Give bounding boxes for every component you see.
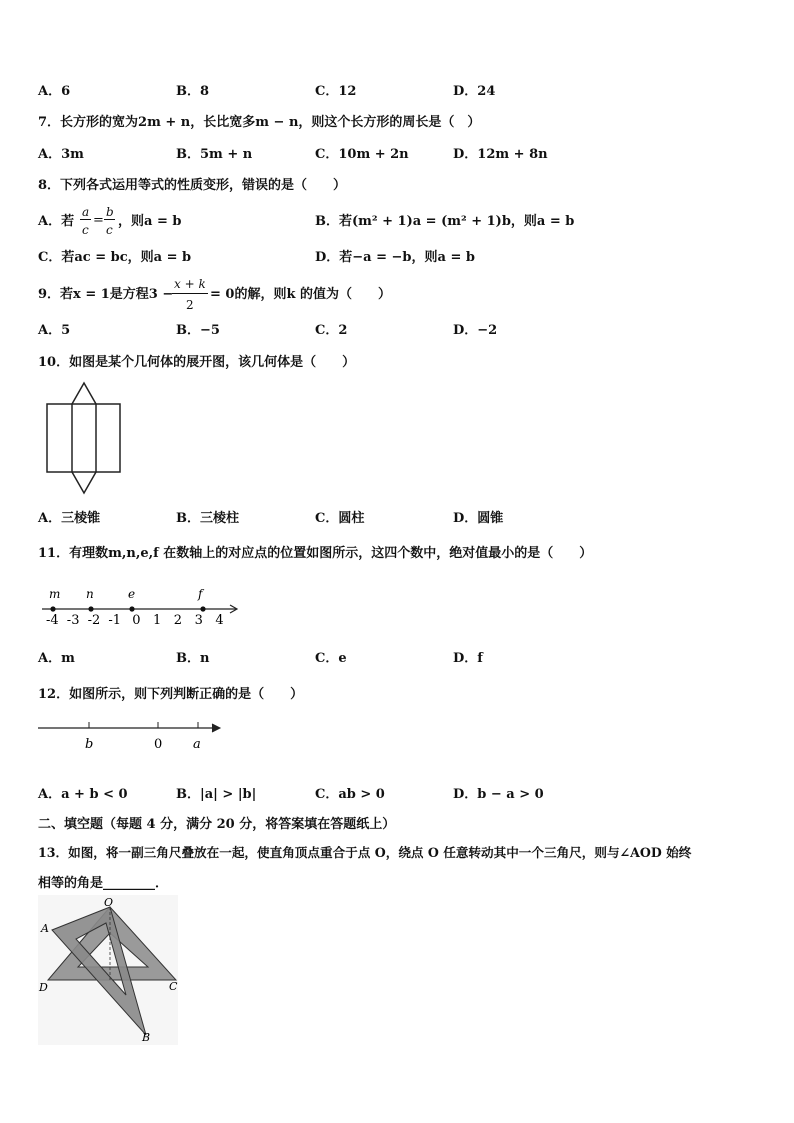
prism-net-figure <box>44 380 124 495</box>
tick-label: 2 <box>173 613 183 628</box>
tick-label: -3 <box>66 613 80 628</box>
net-top-triangle <box>72 383 96 404</box>
q6-option-d: D．24 <box>453 84 496 99</box>
q11-option-a: A．m <box>38 651 75 666</box>
tick-label: 0 <box>132 613 141 628</box>
point-label-n: n <box>86 587 94 601</box>
q12-option-a: A．a + b < 0 <box>38 787 128 802</box>
q8-frac-a-den: c <box>82 223 89 237</box>
q8-option-a-prefix: A．若 <box>38 214 75 229</box>
tick-label: 4 <box>215 613 224 628</box>
q10-option-b: B．三棱柱 <box>176 511 239 526</box>
tick-label: -1 <box>108 613 122 628</box>
q8-frac-b-bar <box>104 219 115 220</box>
q12-option-c: C．ab > 0 <box>315 787 385 802</box>
q9-option-b: B．−5 <box>176 323 220 338</box>
tick-label: -4 <box>46 613 59 628</box>
q9-stem-suffix: = 0的解，则k 的值为（ ） <box>210 287 391 302</box>
q9-frac-bar <box>172 293 208 294</box>
point-e <box>129 606 134 611</box>
q9-stem-prefix: 9．若x = 1是方程3 − <box>38 287 174 302</box>
q6-option-a: A．6 <box>38 84 71 99</box>
q9-option-c: C．2 <box>315 323 348 338</box>
net-bottom-triangle <box>72 472 96 493</box>
q8-frac-a-num: a <box>82 205 90 219</box>
axis-arrow <box>212 724 220 732</box>
tick-label: -2 <box>87 613 101 628</box>
q11-option-b: B．n <box>176 651 210 666</box>
q6-option-b: B．8 <box>176 84 210 99</box>
q7-option-c: C．10m + 2n <box>315 147 409 162</box>
label-b: B <box>142 1031 151 1044</box>
label-a: a <box>193 737 201 752</box>
point-label-e: e <box>128 587 136 601</box>
q8-frac-a-bar <box>80 219 91 220</box>
label-d: D <box>39 981 48 994</box>
q9-frac-num: x + k <box>174 277 206 291</box>
q8-option-b: B．若(m² + 1)a = (m² + 1)b，则a = b <box>315 214 575 229</box>
set-squares-figure <box>38 895 178 1045</box>
point-n <box>88 606 93 611</box>
q9-frac-den: 2 <box>186 298 194 312</box>
label-a: A <box>41 922 49 935</box>
q8-option-a-suffix: ，则a = b <box>118 214 182 229</box>
q7-option-d: D．12m + 8n <box>453 147 548 162</box>
label-c: C <box>169 980 178 993</box>
q10-option-a: A．三棱锥 <box>38 511 101 526</box>
q8-option-d: D．若−a = −b，则a = b <box>315 250 475 265</box>
point-m <box>50 606 55 611</box>
q8-option-c: C．若ac = bc，则a = b <box>38 250 192 265</box>
section-2-heading: 二、填空题（每题 4 分，满分 20 分，将答案填在答题纸上） <box>38 817 396 832</box>
tick-label: 1 <box>153 613 162 628</box>
label-0: 0 <box>154 737 163 752</box>
q10-option-c: C．圆柱 <box>315 511 365 526</box>
q10-option-d: D．圆锥 <box>453 511 504 526</box>
q12-stem: 12．如图所示，则下列判断正确的是（ ） <box>38 687 304 702</box>
point-label-m: m <box>49 587 61 601</box>
q9-option-a: A．5 <box>38 323 71 338</box>
label-b: b <box>85 737 94 752</box>
q11-option-d: D．f <box>453 651 483 666</box>
number-line-q12 <box>36 716 226 756</box>
q9-option-d: D．−2 <box>453 323 498 338</box>
q7-option-a: A．3m <box>38 147 84 162</box>
q13-line1: 13．如图，将一副三角尺叠放在一起，使直角顶点重合于点 O，绕点 O 任意转动其中一个三角尺，则与∠AOD 始终 <box>38 845 692 860</box>
tick-label: 3 <box>194 613 203 628</box>
q12-option-b: B．|a| > |b| <box>176 787 257 802</box>
q8-stem: 8．下列各式运用等式的性质变形，错误的是（ ） <box>38 178 347 193</box>
net-rect <box>47 404 120 472</box>
point-f <box>200 606 205 611</box>
q11-option-c: C．e <box>315 651 347 666</box>
q8-frac-eq: = <box>93 213 104 228</box>
q6-option-c: C．12 <box>315 84 357 99</box>
q8-frac-b-num: b <box>106 205 114 219</box>
q11-stem: 11．有理数m,n,e,f 在数轴上的对应点的位置如图所示，这四个数中，绝对值最小的是（ ） <box>38 546 593 561</box>
q12-option-d: D．b − a > 0 <box>453 787 544 802</box>
q10-stem: 10．如图是某个几何体的展开图，该几何体是（ ） <box>38 355 356 370</box>
q13-line2: 相等的角是________． <box>38 876 169 891</box>
q7-option-b: B．5m + n <box>176 147 253 162</box>
label-o: O <box>104 896 114 909</box>
point-label-f: f <box>198 587 203 601</box>
q7-stem: 7．长方形的宽为2m + n，长比宽多m − n，则这个长方形的周长是（ ） <box>38 115 481 130</box>
q8-frac-b-den: c <box>106 223 113 237</box>
number-line-q11 <box>38 583 248 628</box>
